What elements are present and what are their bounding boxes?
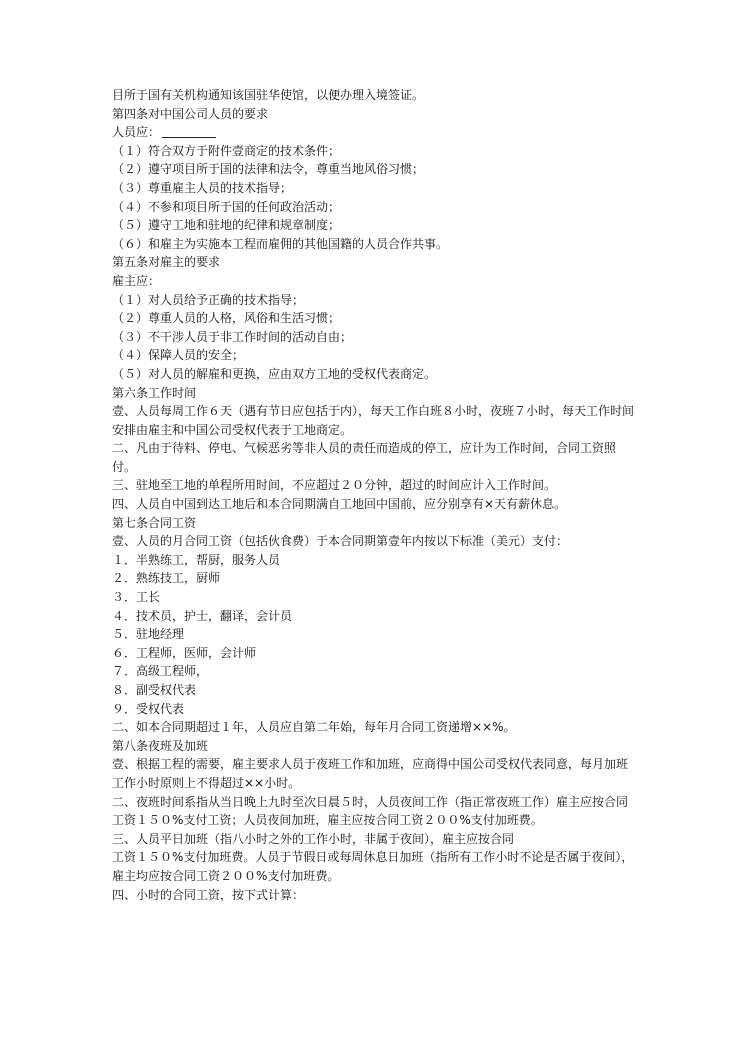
list-item: （５）对人员的解雇和更换，应由双方工地的受权代表商定。	[112, 366, 437, 381]
section-heading-8: 第八条夜班及加班	[112, 738, 209, 753]
paragraph: 二、夜班时间系指从当日晚上九时至次日晨５时，人员夜间工作（指正常夜班工作）雇主应按合同工资１５０%支付工资；人员夜间加班，雇主应按合同工资２００%支付加班费。	[112, 794, 629, 828]
list-item: ６．工程师，医师，会计师	[112, 645, 257, 660]
paragraph: 四、小时的合同工资，按下式计算：	[112, 887, 305, 902]
list-item: （３）不干涉人员于非工作时间的活动自由；	[112, 329, 353, 344]
section-heading-5: 第五条对雇主的要求	[112, 255, 221, 270]
list-item: （４）保障人员的安全；	[112, 348, 245, 363]
list-item: （１）对人员给予正确的技术指导；	[112, 292, 305, 307]
paragraph: 壹、人员的月合同工资（包括伙食费）于本合同期第壹年内按以下标准（美元）支付：	[112, 534, 569, 549]
paragraph: 工资１５０%支付加班费。人员于节假日或每周休息日加班（指所有工作小时不论是否属于夜间），雇主均应按合同工资２００%支付加班费。	[112, 850, 634, 883]
fill-in-blank	[162, 125, 216, 138]
list-item: ３．工长	[112, 590, 161, 605]
list-item: ４．技术员，护士，翻译，会计员	[112, 608, 293, 623]
list-item: ７．高级工程师，	[112, 664, 209, 679]
list-item: ２．熟练技工，厨师	[112, 571, 221, 586]
paragraph: 壹、根据工程的需要，雇主要求人员于夜班工作和加班，应商得中国公司受权代表同意，每月加班工作小时原则上不得超过××小时。	[112, 757, 629, 790]
list-item: １．半熟练工，帮厨，服务人员	[112, 552, 281, 567]
list-item: （６）和雇主为实施本工程而雇佣的其他国籍的人员合作共事。	[112, 236, 449, 251]
paragraph: 三、驻地至工地的单程所用时间，不应超过２０分钟，超过的时间应计入工作时间。	[112, 478, 557, 493]
list-item: ８．副受权代表	[112, 683, 197, 697]
text-line-label: 人员应：	[112, 125, 161, 140]
document-body	[112, 86, 638, 904]
text-line: 雇主应：	[112, 273, 161, 288]
list-item: （２）遵守项目所于国的法律和法令，尊重当地风俗习惯；	[112, 162, 425, 177]
list-item: （４）不参和项目所于国的任何政治活动；	[112, 199, 341, 214]
list-item: （２）尊重人员的人格，风俗和生活习惯；	[112, 311, 341, 326]
text-line: 目所于国有关机构通知该国驻华使馆，以便办理入境签证。	[112, 88, 425, 102]
paragraph: 二、如本合同期超过１年，人员应自第二年始，每年月合同工资递增××%。	[112, 720, 516, 735]
list-item: （３）尊重雇主人员的技术指导；	[112, 180, 293, 195]
list-item: ５．驻地经理	[112, 627, 185, 642]
text-line	[112, 123, 638, 142]
paragraph: 二、凡由于待料、停电、气候恶劣等非人员的责任而造成的停工，应计为工作时间，合同工资照付。	[112, 441, 617, 474]
paragraph: 四、人员自中国到达工地后和本合同期满自工地回中国前，应分别享有×天有薪休息。	[112, 497, 567, 512]
paragraph: 三、人员平日加班（指八小时之外的工作小时，非属于夜间），雇主应按合同	[112, 831, 515, 846]
list-item: （５）遵守工地和驻地的纪律和规章制度；	[112, 218, 341, 233]
list-item: （１）符合双方于附件壹商定的技术条件；	[112, 143, 341, 158]
section-heading-6: 第六条工作时间	[112, 385, 197, 400]
section-heading-7: 第七条合同工资	[112, 515, 197, 530]
section-heading-4: 第四条对中国公司人员的要求	[112, 106, 269, 121]
paragraph: 壹、人员每周工作６天（遇有节日应包括于内），每天工作白班８小时，夜班７小时，每天工作时间安排由雇主和中国公司受权代表于工地商定。	[112, 404, 635, 437]
list-item: ９．受权代表	[112, 701, 185, 716]
